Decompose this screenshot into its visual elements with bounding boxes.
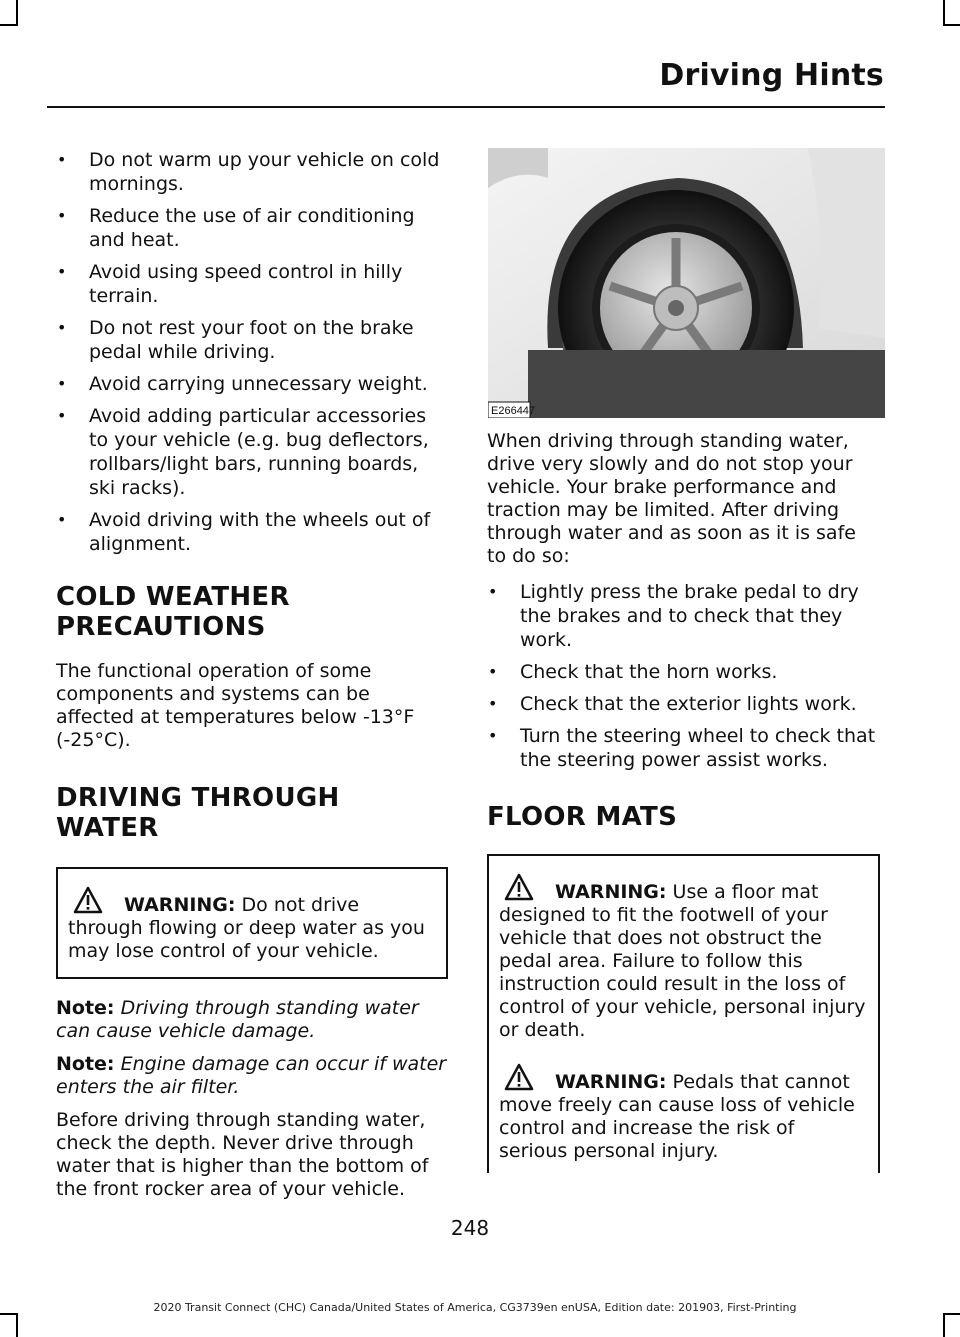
list-item: • Check that the exterior lights work. xyxy=(487,692,880,716)
warning-triangle-icon xyxy=(68,885,124,915)
note-label: Note: xyxy=(56,997,115,1019)
cold-weather-heading-line-2: PRECAUTIONS xyxy=(56,612,266,642)
water-depth-text: Before driving through standing water, check the depth. Never drive through water that is higher than the bottom of the front rocker area of your vehicle. xyxy=(56,1109,429,1200)
list-item: • Lightly press the brake pedal to dry the brakes and to check that they work. xyxy=(487,580,880,652)
floor-mats-warning-box xyxy=(487,854,880,1173)
footer-edition-info: 2020 Transit Connect (CHC) Canada/United States of America, CG3739en enUSA, Edition date: 201903, First-Printing xyxy=(153,1301,797,1314)
floor-mats-heading: FLOOR MATS xyxy=(487,802,678,832)
warning-label: WARNING: xyxy=(555,1071,667,1093)
image-code: E266447 xyxy=(491,405,536,417)
warning-triangle-icon xyxy=(499,872,555,902)
note-text: Driving through standing water can cause vehicle damage. xyxy=(56,997,419,1042)
list-item: • Avoid carrying unnecessary weight. xyxy=(56,372,448,396)
cold-weather-text: The functional operation of some components and systems can be affected at temperatures below -13°F (-25°C). xyxy=(56,660,415,751)
crop-mark-top-right-h xyxy=(943,24,960,26)
fuel-tips-list xyxy=(56,148,448,556)
list-item: • Avoid adding particular accessories to your vehicle (e.g. bug deflectors, rollbars/light bars, running boards, ski racks). xyxy=(56,404,448,500)
warning-label: WARNING: xyxy=(124,894,236,916)
after-water-checks-list xyxy=(487,580,880,772)
list-item: • Reduce the use of air conditioning and heat. xyxy=(56,204,448,252)
crop-mark-top-right-v xyxy=(943,0,945,26)
list-item: • Check that the horn works. xyxy=(487,660,880,684)
list-item: • Avoid using speed control in hilly terrain. xyxy=(56,260,448,308)
warning-item xyxy=(499,1062,866,1163)
list-item: • Avoid driving with the wheels out of alignment. xyxy=(56,508,448,556)
warning-triangle-icon xyxy=(499,1062,555,1092)
list-item: • Do not rest your foot on the brake pedal while driving. xyxy=(56,316,448,364)
note-text: Engine damage can occur if water enters the air filter. xyxy=(56,1053,447,1098)
warning-text: Do not drive through flowing or deep water as you may lose control of your vehicle. xyxy=(68,894,425,962)
water-warning-box xyxy=(56,867,448,979)
list-item: • Do not warm up your vehicle on cold mornings. xyxy=(56,148,448,196)
warning-label: WARNING: xyxy=(555,881,667,903)
page-title: Driving Hints xyxy=(659,58,884,93)
warning-item xyxy=(499,872,866,1042)
right-column xyxy=(487,430,880,1173)
left-column xyxy=(56,148,448,1201)
note-standing-water xyxy=(56,997,448,1043)
header-divider xyxy=(47,106,885,108)
crop-mark-bottom-right-v xyxy=(943,1313,945,1337)
list-item: • Turn the steering wheel to check that the steering power assist works. xyxy=(487,724,880,772)
warning-text: Pedals that cannot move freely can cause loss of vehicle control and increase the risk of serious personal injury. xyxy=(499,1071,855,1162)
note-label: Note: xyxy=(56,1053,115,1075)
warning-text: Use a floor mat designed to fit the footwell of your vehicle that does not obstruct the pedal area. Failure to follow this instruction could result in the loss of control of your vehicle, personal injury or death. xyxy=(499,881,866,1041)
wheel-photo xyxy=(488,148,885,418)
note-air-filter xyxy=(56,1053,448,1099)
page-number: 248 xyxy=(450,1216,490,1240)
cold-weather-heading xyxy=(56,582,448,642)
driving-through-water-heading: DRIVING THROUGH WATER xyxy=(56,783,340,843)
crop-mark-top-left-v xyxy=(16,0,18,26)
water-driving-text: When driving through standing water, drive very slowly and do not stop your vehicle. Your brake performance and traction may be limited. After driving through water and as soon as it is safe to do so: xyxy=(487,430,856,567)
warning-item xyxy=(68,885,434,963)
crop-mark-top-left-h xyxy=(0,24,18,26)
cold-weather-heading-line-1: COLD WEATHER xyxy=(56,582,290,612)
crop-mark-bottom-left-v xyxy=(16,1313,18,1337)
